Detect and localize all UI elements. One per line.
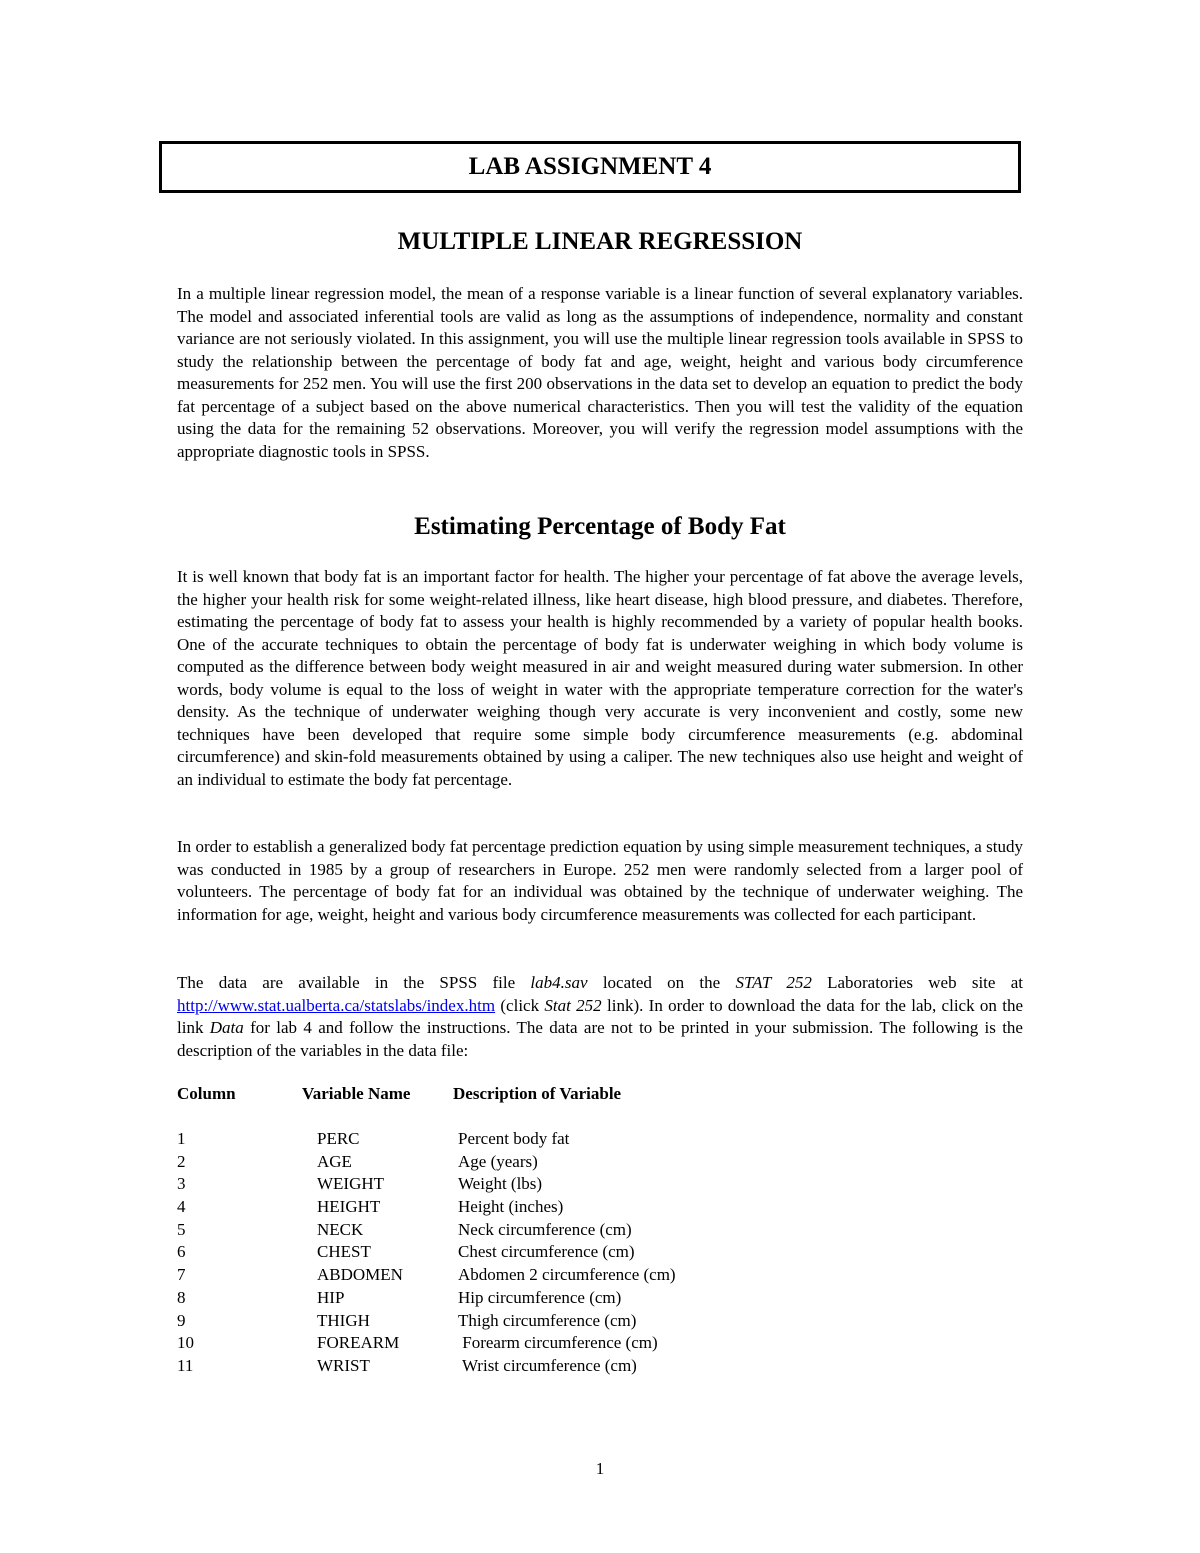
p4-text-6: for lab 4 and follow the instructions. The data are not to be printed in your submission. The following is the description of the variables in the data file: [177,1018,1023,1060]
table-row [177,1197,1023,1220]
course-name: STAT 252 [735,973,812,992]
variable-description: Thigh circumference (cm) [458,1310,637,1330]
website-link[interactable]: http://www.stat.ualberta.ca/statslabs/index.htm [177,995,496,1015]
subtitle: MULTIPLE LINEAR REGRESSION [397,228,803,255]
variable-name: HEIGHT [317,1197,381,1217]
assignment-title: LAB ASSIGNMENT 4 [468,153,712,180]
stat-link-label: Stat 252 [544,995,602,1015]
column-number: 4 [177,1197,186,1217]
table-row [177,1288,1023,1311]
variable-description: Abdomen 2 circumference (cm) [458,1265,676,1285]
variable-description: Neck circumference (cm) [458,1219,632,1239]
column-number: 8 [177,1287,186,1307]
variable-name: CHEST [317,1242,371,1262]
variable-name: WEIGHT [317,1174,385,1194]
table-header-row [177,1084,1023,1106]
variable-name: HIP [317,1287,345,1307]
table-row [177,1152,1023,1175]
column-number: 9 [177,1310,186,1330]
variable-description: Percent body fat [458,1129,570,1148]
section-heading: Estimating Percentage of Body Fat [414,513,786,540]
p4-text-2: located on the [587,973,736,992]
table-body [177,1129,1023,1379]
description-header: Description of Variable [453,1084,622,1103]
table-row [177,1242,1023,1265]
data-file-name: lab4.sav [530,973,588,992]
table-row [177,1265,1023,1288]
study-paragraph: In order to establish a generalized body fat percentage prediction equation by using simple measurement techniques, a study was conducted in 1985 by a group of researchers in Europe. 252 men were randomly selected from a larger pool of volunteers. The percentage of body fat for an individual was obtained by the technique of underwater weighing. The information for age, weight, height and various body circumference measurements was collected for each participant. [177,837,1023,924]
table-row [177,1356,1023,1379]
variable-name: NECK [317,1219,364,1239]
variable-description: Weight (lbs) [458,1174,543,1194]
variable-name: ABDOMEN [317,1265,403,1285]
p4-text-4: (click [495,995,545,1015]
variable-name: FOREARM [317,1333,400,1353]
p4-text-1: The data are available in the SPSS file [177,973,531,992]
page-number: 1 [595,1459,605,1478]
table-row [177,1129,1023,1152]
column-number: 5 [177,1219,186,1239]
data-availability-paragraph [177,972,1023,1062]
variable-name: WRIST [317,1355,370,1375]
table-row [177,1174,1023,1197]
variable-name: AGE [317,1151,352,1171]
variable-description: Age (years) [458,1151,538,1171]
variable-description: Chest circumference (cm) [458,1242,635,1262]
table-row [177,1220,1023,1243]
column-header: Column [177,1084,236,1103]
body-fat-paragraph: It is well known that body fat is an important factor for health. The higher your percentage of fat above the average levels, the higher your health risk for some weight-related illness, like heart disease, high blood pressure, and diabetes. Therefore, estimating the percentage of body fat to assess your health is highly recommended by a variety of popular health books. One of the accurate techniques to obtain the percentage of body fat is underwater weighing in which body volume is computed as the difference between body weight measured in air and weight measured during water submersion. In other words, body volume is equal to the loss of weight in water with the appropriate temperature correction for the water's density. As the technique of underwater weighing though very accurate is very inconvenient and costly, some new techniques have been developed that require some simple body circumference measurements (e.g. abdominal circumference) and skin-fold measurements obtained by using a caliper. The new techniques also use height and weight of an individual to estimate the body fat percentage. [177,567,1023,789]
column-number: 11 [177,1355,194,1375]
variable-name: THIGH [317,1310,370,1330]
column-number: 3 [177,1174,186,1194]
variable-name-header: Variable Name [302,1084,411,1103]
column-number: 6 [177,1242,186,1262]
table-row [177,1333,1023,1356]
variables-table [177,1084,1023,1379]
p4-text-3: Laboratories web site at [811,973,1023,992]
column-number: 10 [177,1333,194,1353]
p4-text-5: link). In order to download the data for the lab, click on the link [177,995,1024,1037]
variable-description: Hip circumference (cm) [458,1287,622,1307]
variable-description: Forearm circumference (cm) [458,1333,658,1353]
column-number: 1 [177,1129,186,1148]
column-number: 7 [177,1265,186,1285]
intro-paragraph: In a multiple linear regression model, the mean of a response variable is a linear function of several explanatory variables. The model and associated inferential tools are valid as long as the assumptions of independence, normality and constant variance are not seriously violated. In this assignment, you will use the multiple linear regression tools available in SPSS to study the relationship between the percentage of body fat and age, weight, height and various body circumference measurements for 252 men. You will use the first 200 observations in the data set to develop an equation to predict the body fat percentage of a subject based on the above numerical characteristics. Then you will test the validity of the equation using the data for the remaining 52 observations. Moreover, you will verify the regression model assumptions with the appropriate diagnostic tools in SPSS. [177,284,1023,461]
variable-name: PERC [317,1129,360,1148]
assignment-title-box [159,141,1021,193]
variable-description: Height (inches) [458,1197,564,1217]
column-number: 2 [177,1151,186,1171]
data-link-label: Data [209,1018,244,1037]
table-row [177,1311,1023,1334]
variable-description: Wrist circumference (cm) [458,1355,637,1375]
